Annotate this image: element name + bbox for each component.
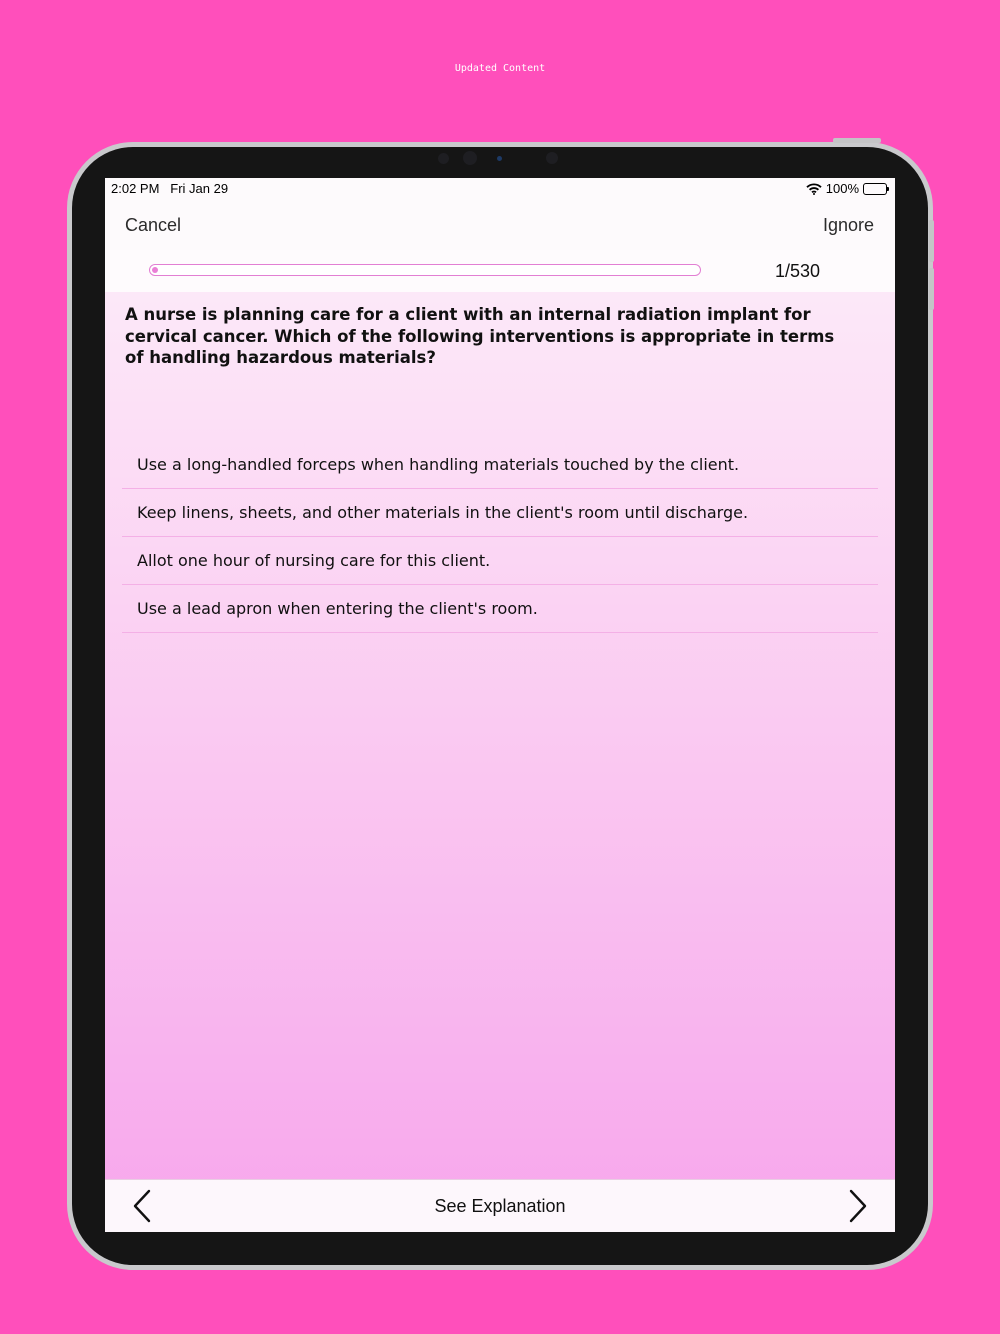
ignore-button[interactable]: Ignore xyxy=(822,215,874,235)
question-text: A nurse is planning care for a client with an internal radiation implant for cervical cancer. Which of the following interventions is appropriate in terms of handling hazardous materials? xyxy=(125,305,835,367)
question-counter: 1/530 xyxy=(775,261,821,281)
sensor-dot-small xyxy=(497,156,502,161)
see-explanation-button[interactable]: See Explanation xyxy=(434,1196,566,1216)
progress-fill xyxy=(152,267,158,273)
top-button xyxy=(833,138,881,143)
wifi-icon xyxy=(806,183,822,195)
progress-bar xyxy=(149,264,701,276)
status-time: 2:02 PM Fri Jan 29 xyxy=(111,181,229,196)
answer-list xyxy=(122,441,878,633)
status-indicators xyxy=(806,181,887,196)
navigation-bar xyxy=(105,200,895,250)
answer-option-4[interactable]: Use a lead apron when entering the client's room. xyxy=(122,585,878,633)
answer-option-1[interactable]: Use a long-handled forceps when handling materials touched by the client. xyxy=(122,441,878,489)
answer-option-2[interactable]: Keep linens, sheets, and other materials in the client's room until discharge. xyxy=(122,489,878,537)
answer-option-3[interactable]: Allot one hour of nursing care for this client. xyxy=(122,537,878,585)
chevron-left-icon[interactable] xyxy=(131,1189,153,1223)
volume-down-button xyxy=(929,268,934,310)
bottom-toolbar xyxy=(105,1179,895,1232)
volume-up-button xyxy=(929,220,934,262)
promo-banner-text: Updated Content xyxy=(454,63,546,74)
cancel-button[interactable]: Cancel xyxy=(125,215,182,235)
battery-icon xyxy=(863,183,887,195)
status-bar xyxy=(105,178,895,200)
sensor-dot-right xyxy=(546,152,558,164)
battery-percent: 100% xyxy=(825,181,859,196)
app-screen xyxy=(105,178,895,1232)
camera-lens xyxy=(463,151,477,165)
sensor-dot xyxy=(438,153,449,164)
progress-row xyxy=(105,250,895,292)
chevron-right-icon[interactable] xyxy=(847,1189,869,1223)
